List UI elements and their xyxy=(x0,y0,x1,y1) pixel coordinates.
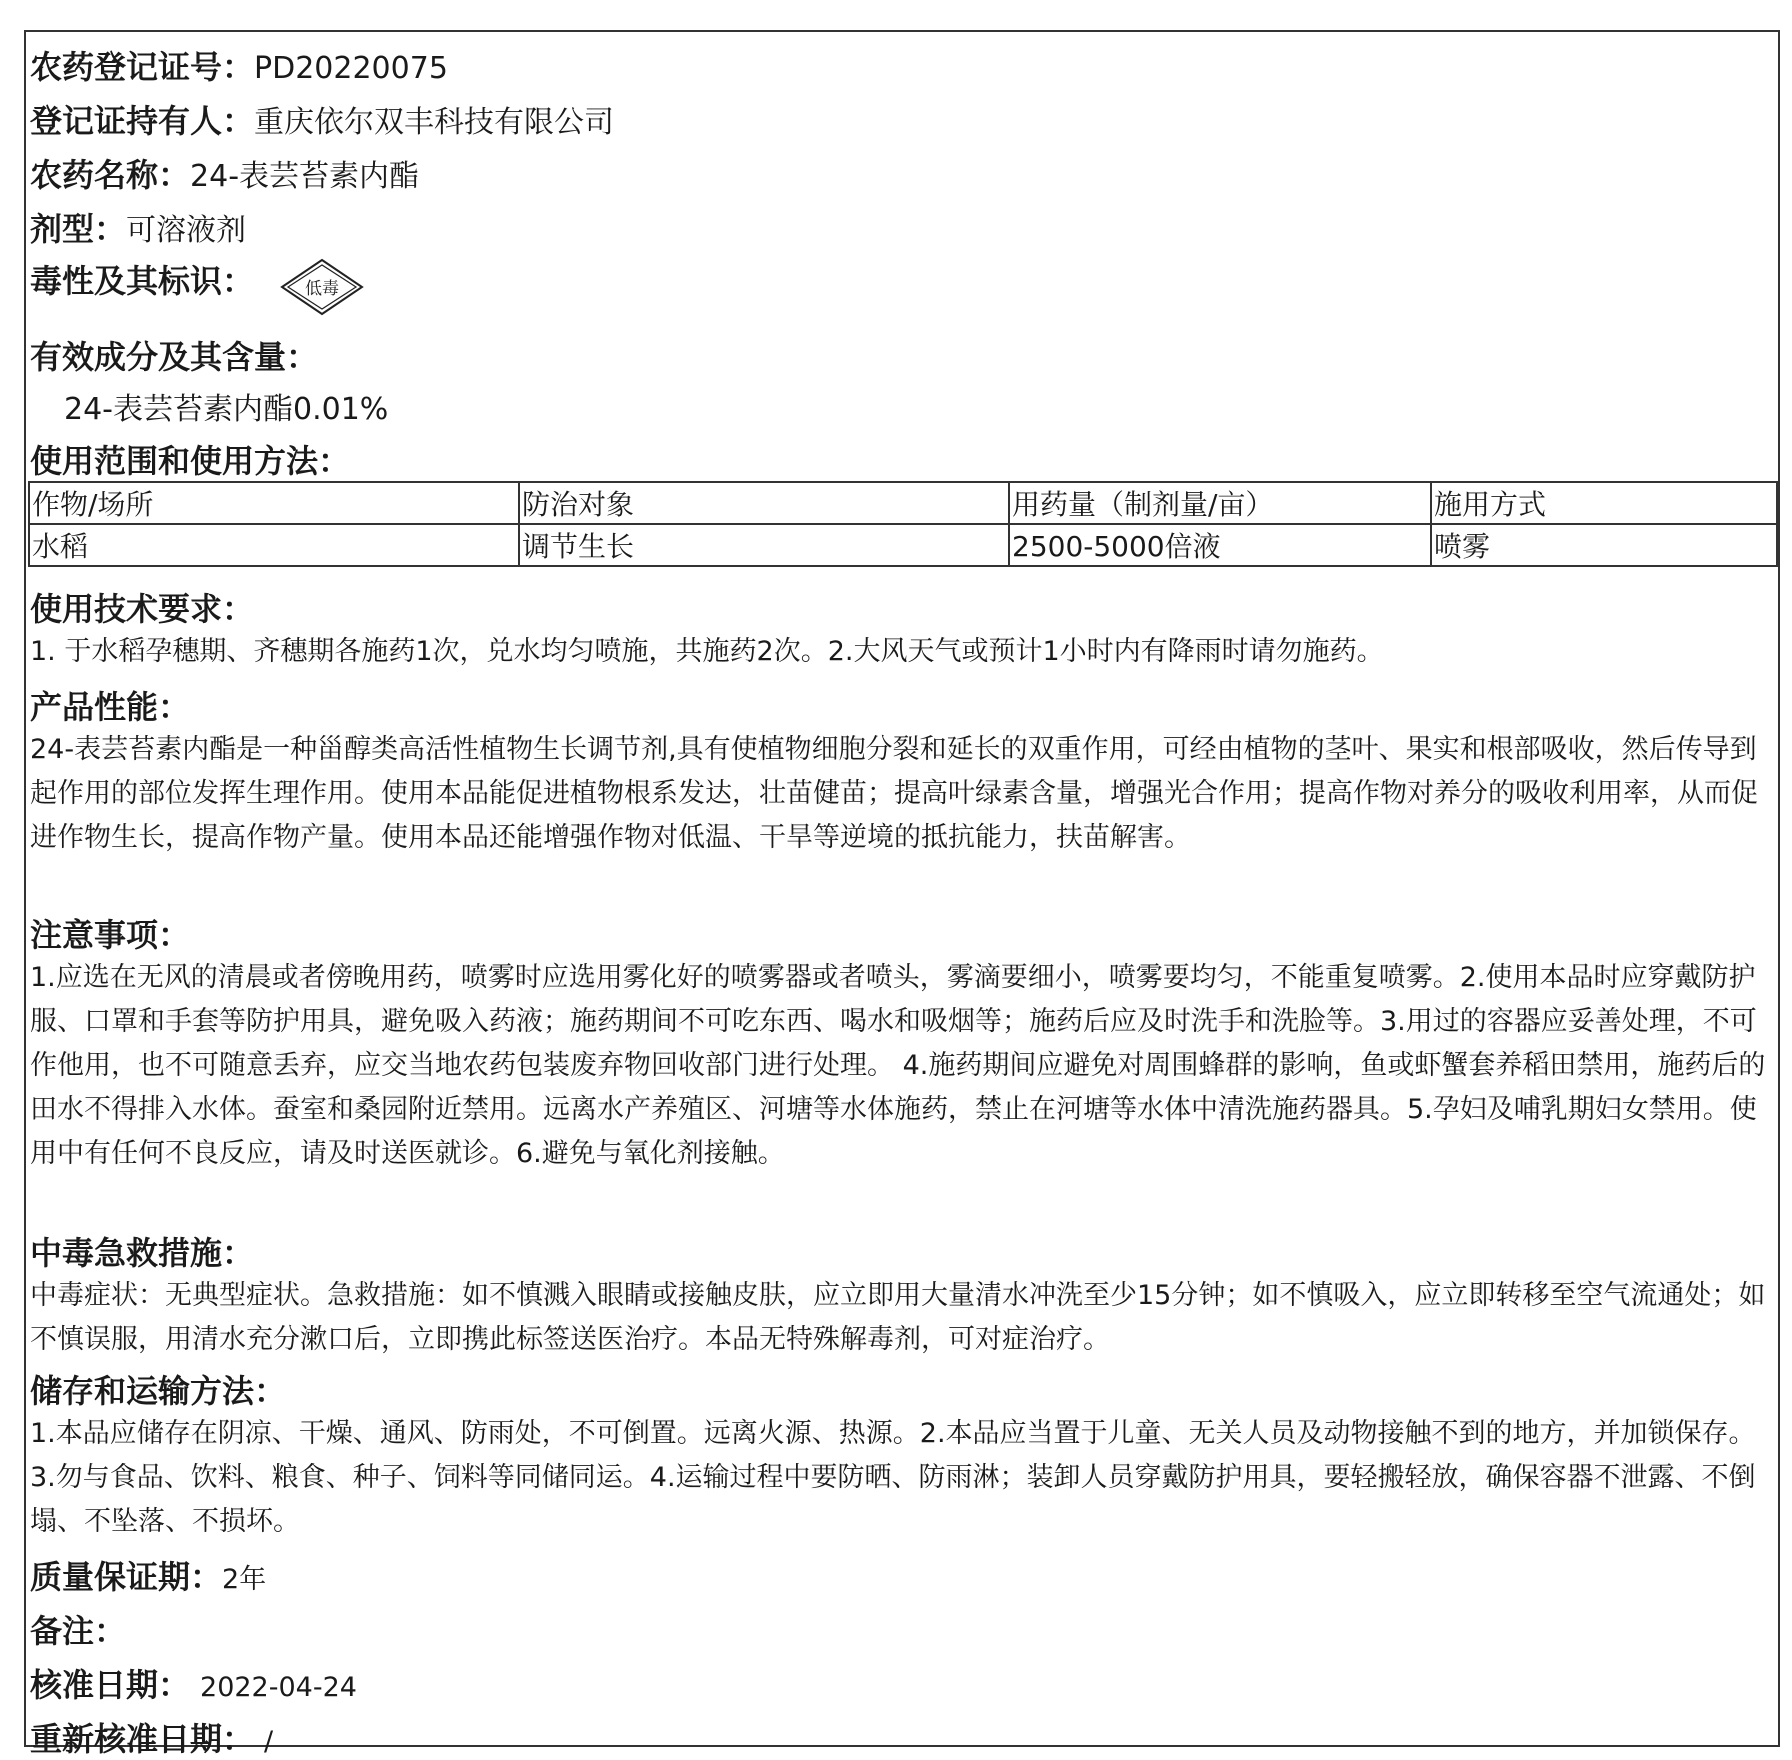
reapproval-date-value: / xyxy=(264,1726,274,1757)
registration-value: PD20220075 xyxy=(254,51,448,86)
first-aid-label: 中毒急救措施： xyxy=(30,1234,255,1272)
table-header-cell: 防治对象 xyxy=(519,482,1009,524)
tech-requirements-label: 使用技术要求： xyxy=(30,590,255,628)
approval-date-row xyxy=(30,1660,1774,1706)
active-ingredient-value: 24-表芸苔素内酯0.01% xyxy=(64,392,389,427)
table-cell: 水稻 xyxy=(29,524,519,566)
holder-value: 重庆依尔双丰科技有限公司 xyxy=(254,105,615,140)
first-aid-heading xyxy=(30,1228,1774,1274)
pesticide-name-value: 24-表芸苔素内酯 xyxy=(190,159,420,194)
active-ingredient-value-row xyxy=(64,384,1774,428)
table-cell: 2500-5000倍液 xyxy=(1009,524,1431,566)
usage-row xyxy=(30,436,1774,482)
low-toxicity-diamond-icon xyxy=(276,256,368,318)
table-header-cell: 用药量（制剂量/亩） xyxy=(1009,482,1431,524)
table-header-cell: 施用方式 xyxy=(1431,482,1777,524)
shelf-life-label: 质量保证期： xyxy=(30,1558,223,1596)
formulation-row xyxy=(30,204,1774,250)
formulation-label: 剂型： xyxy=(30,210,127,248)
holder-row xyxy=(30,96,1774,142)
label-document xyxy=(24,30,1780,1758)
toxicity-badge-text: 低毒 xyxy=(305,279,339,299)
storage-label: 储存和运输方法： xyxy=(30,1372,287,1410)
active-ingredient-label: 有效成分及其含量： xyxy=(30,338,319,376)
precautions-label: 注意事项： xyxy=(30,916,191,954)
first-aid-text: 中毒症状：无典型症状。急救措施：如不慎溅入眼睛或接触皮肤，应立即用大量清水冲洗至少15分钟；如不慎吸入，应立即转移至空气流通处；如不慎误服，用清水充分漱口后，立即携此标签送医治疗。本品无特殊解毒剂，可对症治疗。 xyxy=(30,1280,1766,1355)
active-ingredient-row xyxy=(30,332,1774,378)
table-row xyxy=(29,524,1777,566)
registration-label: 农药登记证号： xyxy=(30,48,255,86)
reapproval-date-row xyxy=(30,1714,1774,1760)
precautions-heading xyxy=(30,910,1774,956)
table-cell: 喷雾 xyxy=(1431,524,1777,566)
usage-label: 使用范围和使用方法： xyxy=(30,442,351,480)
reapproval-date-label: 重新核准日期： xyxy=(30,1720,255,1758)
storage-heading xyxy=(30,1366,1774,1412)
shelf-life-value: 2年 xyxy=(222,1564,267,1595)
shelf-life-row xyxy=(30,1552,1774,1598)
formulation-value: 可溶液剂 xyxy=(126,213,247,248)
approval-date-value: 2022-04-24 xyxy=(200,1672,357,1703)
tech-requirements-text: 1. 于水稻孕穗期、齐穗期各施药1次，兑水均匀喷施，共施药2次。2.大风天气或预计1小时内有降雨时请勿施药。 xyxy=(30,636,1384,667)
name-row xyxy=(30,150,1774,196)
performance-text: 24-表芸苔素内酯是一种甾醇类高活性植物生长调节剂,具有使植物细胞分裂和延长的双重作用，可经由植物的茎叶、果实和根部吸收，然后传导到起作用的部位发挥生理作用。使用本品能促进植物根系发达，壮苗健苗；提高叶绿素含量，增强光合作用；提高作物对养分的吸收利用率，从而促进作物生长，提高作物产量。使用本品还能增强作物对低温、干旱等逆境的抵抗能力，扶苗解害。 xyxy=(30,734,1758,853)
table-header-cell: 作物/场所 xyxy=(29,482,519,524)
pesticide-name-label: 农药名称： xyxy=(30,156,191,194)
precautions-text: 1.应选在无风的清晨或者傍晚用药，喷雾时应选用雾化好的喷雾器或者喷头，雾滴要细小，喷雾要均匀，不能重复喷雾。2.使用本品时应穿戴防护服、口罩和手套等防护用具，避免吸入药液；施药期间不可吃东西、喝水和吸烟等；施药后应及时洗手和洗脸等。3.用过的容器应妥善处理，不可作他用，也不可随意丢弃，应交当地农药包装废弃物回收部门进行处理。 4.施药期间应避免对周围蜂群的影响，鱼或虾蟹套养稻田禁用，施药后的田水不得排入水体。蚕室和桑园附近禁用。远离水产养殖区、河塘等水体施药，禁止在河塘等水体中清洗施药器具。5.孕妇及哺乳期妇女禁用。使用中有任何不良反应，请及时送医就诊。6.避免与氧化剂接触。 xyxy=(30,962,1766,1169)
performance-label: 产品性能： xyxy=(30,688,191,726)
holder-label: 登记证持有人： xyxy=(30,102,255,140)
storage-text: 1.本品应储存在阴凉、干燥、通风、防雨处，不可倒置。远离火源、热源。2.本品应当置于儿童、无关人员及动物接触不到的地方，并加锁保存。3.勿与食品、饮料、粮食、种子、饲料等同储同运。4.运输过程中要防晒、防雨淋；装卸人员穿戴防护用具，要轻搬轻放，确保容器不泄露、不倒塌、不坠落、不损坏。 xyxy=(30,1418,1756,1537)
registration-row xyxy=(30,42,1774,88)
usage-table xyxy=(28,481,1778,567)
performance-heading xyxy=(30,682,1774,728)
remarks-row xyxy=(30,1606,1774,1652)
table-header-row xyxy=(29,482,1777,524)
tech-requirements-heading xyxy=(30,584,1774,630)
table-cell: 调节生长 xyxy=(519,524,1009,566)
remarks-label: 备注： xyxy=(30,1612,127,1650)
toxicity-label: 毒性及其标识： xyxy=(30,262,255,300)
approval-date-label: 核准日期： xyxy=(30,1666,191,1704)
